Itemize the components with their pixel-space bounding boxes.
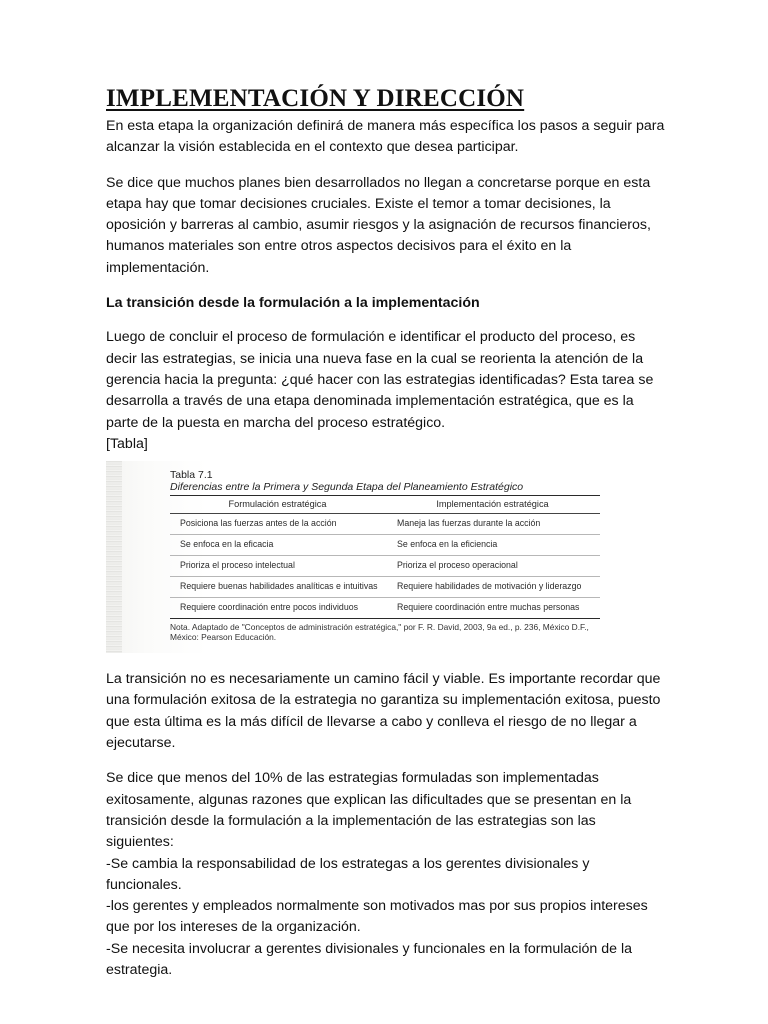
paragraph-difficulty: La transición no es necesariamente un camino fácil y viable. Es importante recordar que una formulación exitosa de la estrategia no garantiza su implementación exitosa, puesto que esta última es la más difícil de llevarse a cabo y conlleva el riesgo de no llegar a ejecutarse. <box>106 671 661 752</box>
table-cell: Prioriza el proceso operacional <box>385 556 600 577</box>
paragraph-transition: Luego de concluir el proceso de formulación e identificar el producto del proceso, es decir las estrategias, se inicia una nueva fase en la cual se reorienta la atención de la gerencia hacia la pregunta: ¿qué hacer con las estrategias identificadas? Esta tarea se desarrolla a través de una etapa denominada implementación estratégica, que es la parte de la puesta en marcha del proceso estratégico. <box>106 329 654 431</box>
document-content <box>106 84 666 981</box>
table-cell: Requiere buenas habilidades analíticas e intuitivas <box>170 577 385 598</box>
table-cell: Requiere habilidades de motivación y liderazgo <box>385 577 600 598</box>
table-header-formulation: Formulación estratégica <box>170 496 385 514</box>
table-row <box>170 535 600 556</box>
list-item: -los gerentes y empleados normalmente son motivados mas por sus propios intereses que por los intereses de la organización. <box>106 898 648 936</box>
table-cell: Posiciona las fuerzas antes de la acción <box>170 514 385 535</box>
table-cell: Requiere coordinación entre pocos individuos <box>170 598 385 619</box>
table-cell: Maneja las fuerzas durante la acción <box>385 514 600 535</box>
section-subheading: La transición desde la formulación a la implementación <box>106 295 480 312</box>
table-cell: Prioriza el proceso intelectual <box>170 556 385 577</box>
comparison-table <box>170 496 600 619</box>
table-caption: Diferencias entre la Primera y Segunda Etapa del Planeamiento Estratégico <box>170 481 600 496</box>
table-cell: Requiere coordinación entre muchas personas <box>385 598 600 619</box>
scanned-table <box>170 469 600 642</box>
table-row <box>170 514 600 535</box>
table-cell: Se enfoca en la eficiencia <box>385 535 600 556</box>
table-row <box>170 577 600 598</box>
table-cell: Se enfoca en la eficacia <box>170 535 385 556</box>
table-header-implementation: Implementación estratégica <box>385 496 600 514</box>
table-header-row <box>170 496 600 514</box>
list-item: -Se necesita involucrar a gerentes divisionales y funcionales en la formulación de la estrategia. <box>106 940 633 979</box>
paragraph-reasons: Se dice que menos del 10% de las estrategias formuladas son implementadas exitosamente, algunas razones que explican las dificultades que se presentan en la transición desde la formulación a la implementación de las estrategias son las siguientes: <box>106 770 632 851</box>
table-label: Tabla 7.1 <box>170 469 213 482</box>
table-placeholder-tag: [Tabla] <box>106 435 148 452</box>
table-row <box>170 598 600 619</box>
table-source-note: Nota. Adaptado de "Conceptos de administración estratégica," por F. R. David, 2003, 9a ed., p. 236, México D.F., México: Pearson Educación. <box>170 622 589 643</box>
document-title: IMPLEMENTACIÓN Y DIRECCIÓN <box>106 85 525 112</box>
table-row <box>170 556 600 577</box>
scanned-table-image <box>106 461 613 653</box>
scan-edge-texture <box>106 461 122 653</box>
paragraph-decisions: Se dice que muchos planes bien desarrollados no llegan a concretarse porque en esta etapa hay que tomar decisiones cruciales. Existe el temor a tomar decisiones, la oposición y barreras al cambio, asumir riesgos y la asignación de recursos financieros, humanos materiales son entre otros aspectos decisivos para el éxito en la implementación. <box>106 174 651 276</box>
paragraph-intro: En esta etapa la organización definirá de manera más específica los pasos a seguir para alcanzar la visión establecida en el contexto que desea participar. <box>106 118 665 156</box>
list-item: -Se cambia la responsabilidad de los estrategas a los gerentes divisionales y funcionales. <box>106 855 590 893</box>
